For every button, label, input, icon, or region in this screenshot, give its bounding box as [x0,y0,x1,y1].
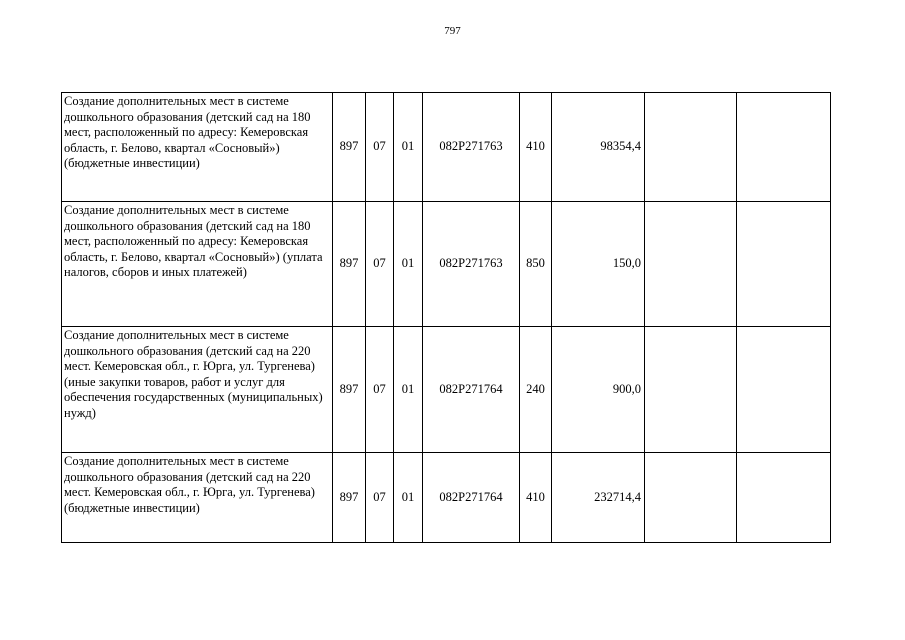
section-code: 07 [366,327,394,453]
section-code: 07 [366,453,394,543]
table-row [62,327,831,453]
empty-cell [645,202,737,327]
row-description: Создание дополнительных мест в системе дошкольного образования (детский сад на 180 мест, расположенный по адресу: Кемеровская область, г. Белово, квартал «Сосновый») (уплата налогов, сборов и иных платежей) [62,202,333,327]
table-row [62,202,831,327]
section-code: 07 [366,202,394,327]
target-article-code: 082P271763 [423,93,520,202]
target-article-code: 082P271764 [423,453,520,543]
table-row [62,93,831,202]
expense-type-code: 410 [520,453,552,543]
row-description: Создание дополнительных мест в системе дошкольного образования (детский сад на 180 мест, расположенный по адресу: Кемеровская область, г. Белово, квартал «Сосновый») (бюджетные инвестиции) [62,93,333,202]
expense-type-code: 410 [520,93,552,202]
ministry-code: 897 [333,327,366,453]
expense-type-code: 850 [520,202,552,327]
amount-cell: 232714,4 [552,453,645,543]
subsection-code: 01 [394,327,423,453]
amount-cell: 98354,4 [552,93,645,202]
amount-cell: 150,0 [552,202,645,327]
empty-cell [645,93,737,202]
target-article-code: 082P271763 [423,202,520,327]
subsection-code: 01 [394,93,423,202]
ministry-code: 897 [333,93,366,202]
row-description: Создание дополнительных мест в системе дошкольного образования (детский сад на 220 мест. Кемеровская обл., г. Юрга, ул. Тургенева) (бюджетные инвестиции) [62,453,333,543]
amount-cell: 900,0 [552,327,645,453]
budget-table [61,92,831,543]
row-description: Создание дополнительных мест в системе дошкольного образования (детский сад на 220 мест. Кемеровская обл., г. Юрга, ул. Тургенева) (иные закупки товаров, работ и услуг для обеспечения государственных (муниципальных) нужд) [62,327,333,453]
empty-cell [737,327,831,453]
page-number: 797 [444,25,461,37]
empty-cell [645,327,737,453]
ministry-code: 897 [333,453,366,543]
subsection-code: 01 [394,453,423,543]
empty-cell [737,202,831,327]
target-article-code: 082P271764 [423,327,520,453]
empty-cell [737,93,831,202]
section-code: 07 [366,93,394,202]
table-row [62,453,831,543]
empty-cell [737,453,831,543]
subsection-code: 01 [394,202,423,327]
empty-cell [645,453,737,543]
ministry-code: 897 [333,202,366,327]
expense-type-code: 240 [520,327,552,453]
